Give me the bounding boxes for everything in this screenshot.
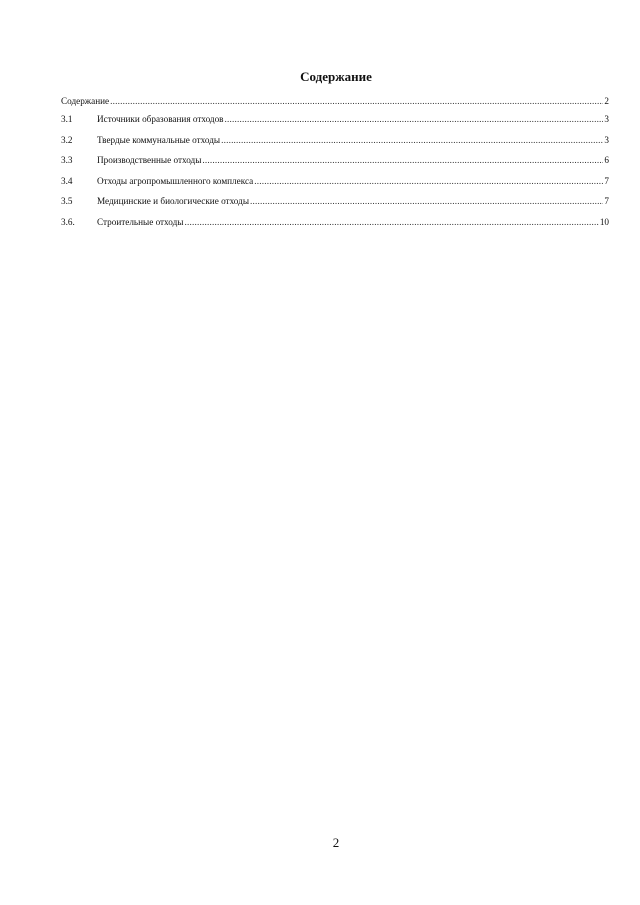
toc-entry-page: 3	[604, 134, 609, 145]
toc-entry-number: 3.1	[61, 114, 73, 124]
toc-entry-label: Медицинские и биологические отходы	[97, 196, 249, 206]
toc-title: Содержание	[300, 69, 372, 84]
dot-leader	[225, 113, 604, 125]
toc-entry-3-6[interactable]	[61, 216, 609, 237]
dot-leader	[221, 134, 603, 146]
toc-entry-label: Твердые коммунальные отходы	[97, 134, 221, 145]
toc-entry-page: 7	[604, 196, 609, 206]
table-of-contents	[61, 95, 609, 236]
toc-entry-label: Производственные отходы	[97, 155, 202, 165]
toc-entry-number: 3.5	[61, 196, 73, 206]
toc-entry-label: Отходы агропромышленного комплекса	[97, 175, 254, 186]
dot-leader	[184, 216, 598, 228]
toc-entry-contents[interactable]	[61, 95, 609, 113]
toc-entry-page: 10	[599, 216, 609, 227]
toc-entry-3-3[interactable]	[61, 154, 609, 175]
dot-leader	[250, 195, 603, 207]
toc-entry-number: 3.2	[61, 134, 73, 145]
toc-entry-3-5[interactable]	[61, 195, 609, 216]
dot-leader	[202, 154, 603, 166]
toc-entry-number: 3.6.	[61, 216, 75, 227]
dot-leader	[254, 175, 603, 187]
toc-entry-3-2[interactable]	[61, 134, 609, 155]
toc-entry-page: 2	[604, 96, 609, 106]
toc-entry-page: 7	[604, 175, 609, 186]
toc-entry-3-4[interactable]	[61, 175, 609, 196]
toc-entry-3-1[interactable]	[61, 113, 609, 134]
dot-leader	[110, 95, 603, 107]
toc-entry-page: 6	[604, 155, 609, 165]
toc-entry-page: 3	[604, 114, 609, 124]
toc-entry-label: Источники образования отходов	[97, 114, 224, 124]
page-number: 2	[332, 835, 340, 850]
toc-entry-number: 3.4	[61, 175, 73, 186]
toc-entry-label: Строительные отходы	[97, 216, 184, 227]
toc-entry-number: 3.3	[61, 155, 73, 165]
toc-entry-label: Содержание	[61, 96, 110, 106]
